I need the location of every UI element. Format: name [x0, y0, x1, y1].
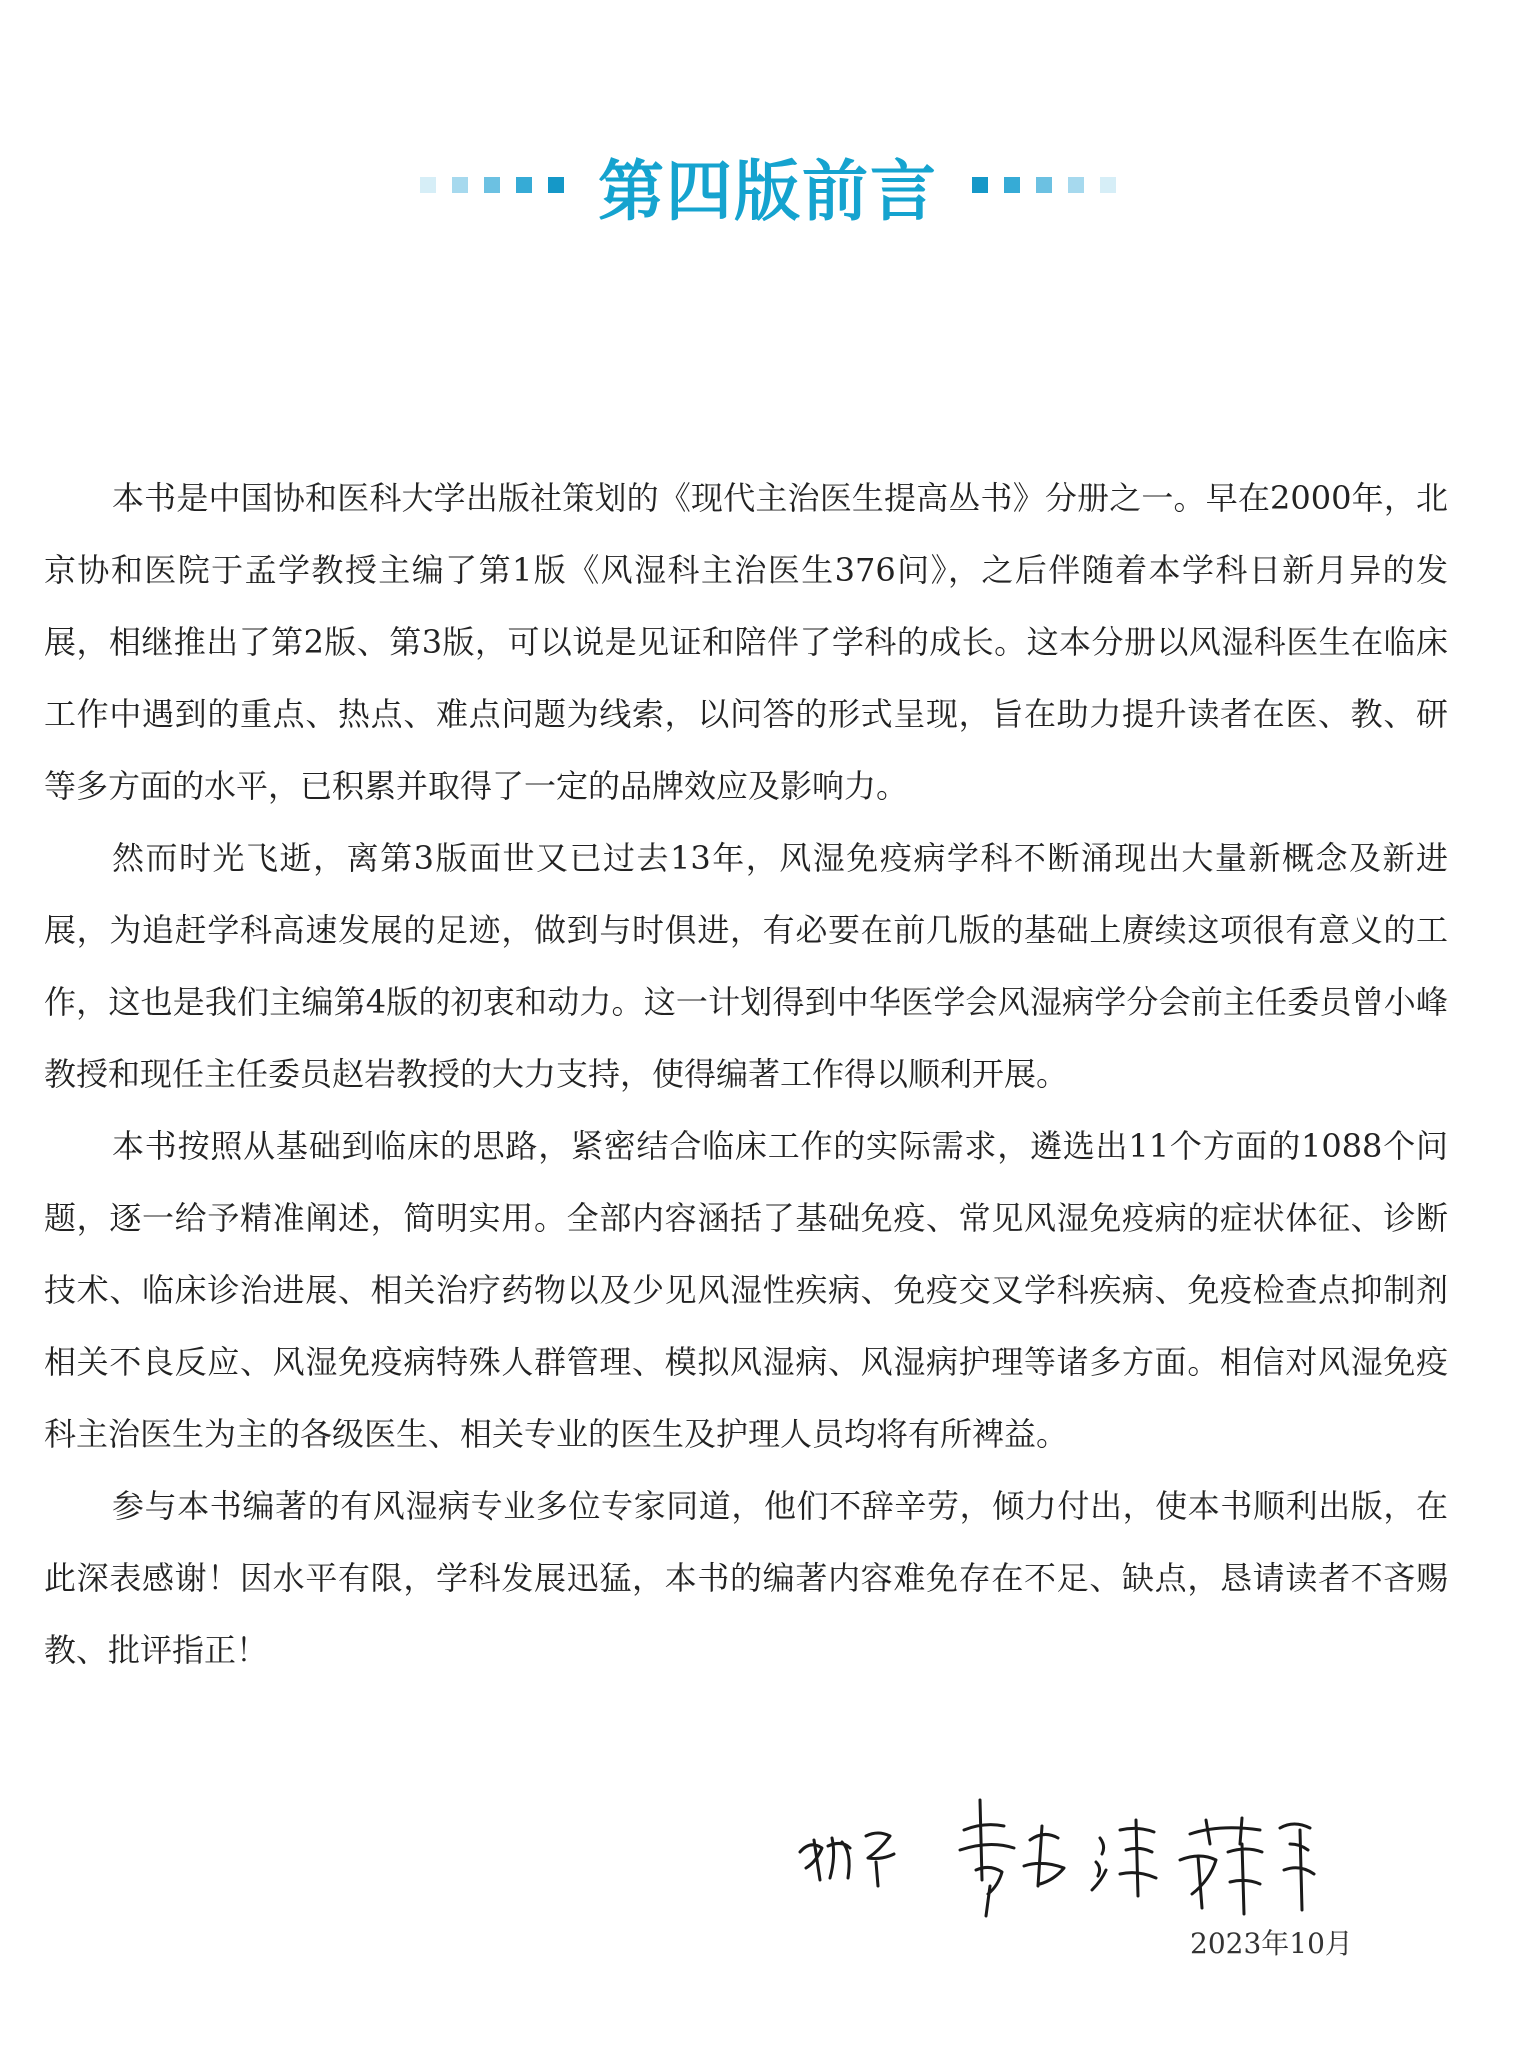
square-dot-icon: [1100, 177, 1116, 193]
date: 2023年10月: [1190, 1927, 1353, 1960]
square-dot-icon: [420, 177, 436, 193]
paragraph-3: 本书按照从基础到临床的思路，紧密结合临床工作的实际需求，遴选出11个方面的1088个问题，逐一给予精准阐述，简明实用。全部内容涵括了基础免疫、常见风湿免疫病的症状体征、诊断技术、临床诊治进展、相关治疗药物以及少见风湿性疾病、免疫交叉学科疾病、免疫检查点抑制剂相关不良反应、风湿免疫病特殊人群管理、模拟风湿病、风湿病护理等诸多方面。相信对风湿免疫科主治医生为主的各级医生、相关专业的医生及护理人员均将有所裨益。: [44, 1127, 1448, 1453]
preface-body: [44, 462, 1448, 1686]
square-dot-icon: [484, 177, 500, 193]
square-dot-icon: [972, 177, 988, 193]
square-dot-icon: [1036, 177, 1052, 193]
square-dot-icon: [516, 177, 532, 193]
square-dot-icon: [1004, 177, 1020, 193]
square-dot-icon: [452, 177, 468, 193]
page-title: 第四版前言: [598, 152, 938, 230]
right-decorative-dots: [964, 177, 1124, 193]
paragraph-4: 参与本书编著的有风湿病专业多位专家同道，他们不辞辛劳，倾力付出，使本书顺利出版，在此深表感谢！因水平有限，学科发展迅猛，本书的编著内容难免存在不足、缺点，恳请读者不吝赐教、批评指正！: [44, 1487, 1448, 1669]
paragraph-2: 然而时光飞逝，离第3版面世又已过去13年，风湿免疫病学科不断涌现出大量新概念及新进展，为追赶学科高速发展的足迹，做到与时俱进，有必要在前几版的基础上赓续这项很有意义的工作，这也是我们主编第4版的初衷和动力。这一计划得到中华医学会风湿病学分会前主任委员曾小峰教授和现任主任委员赵岩教授的大力支持，使得编著工作得以顺利开展。: [44, 839, 1448, 1093]
left-decorative-dots: [412, 177, 572, 193]
paragraph-1: 本书是中国协和医科大学出版社策划的《现代主治医生提高丛书》分册之一。早在2000年，北京协和医院于孟学教授主编了第1版《风湿科主治医生376问》，之后伴随着本学科日新月异的发展，相继推出了第2版、第3版，可以说是见证和陪伴了学科的成长。这本分册以风湿科医生在临床工作中遇到的重点、热点、难点问题为线索，以问答的形式呈现，旨在助力提升读者在医、教、研等多方面的水平，已积累并取得了一定的品牌效应及影响力。: [44, 479, 1448, 805]
title-banner: [0, 140, 1536, 230]
square-dot-icon: [1068, 177, 1084, 193]
square-dot-icon: [548, 177, 564, 193]
editor-signatures: [780, 1790, 1380, 1940]
handwritten-signature-icon: [780, 1790, 1380, 1940]
